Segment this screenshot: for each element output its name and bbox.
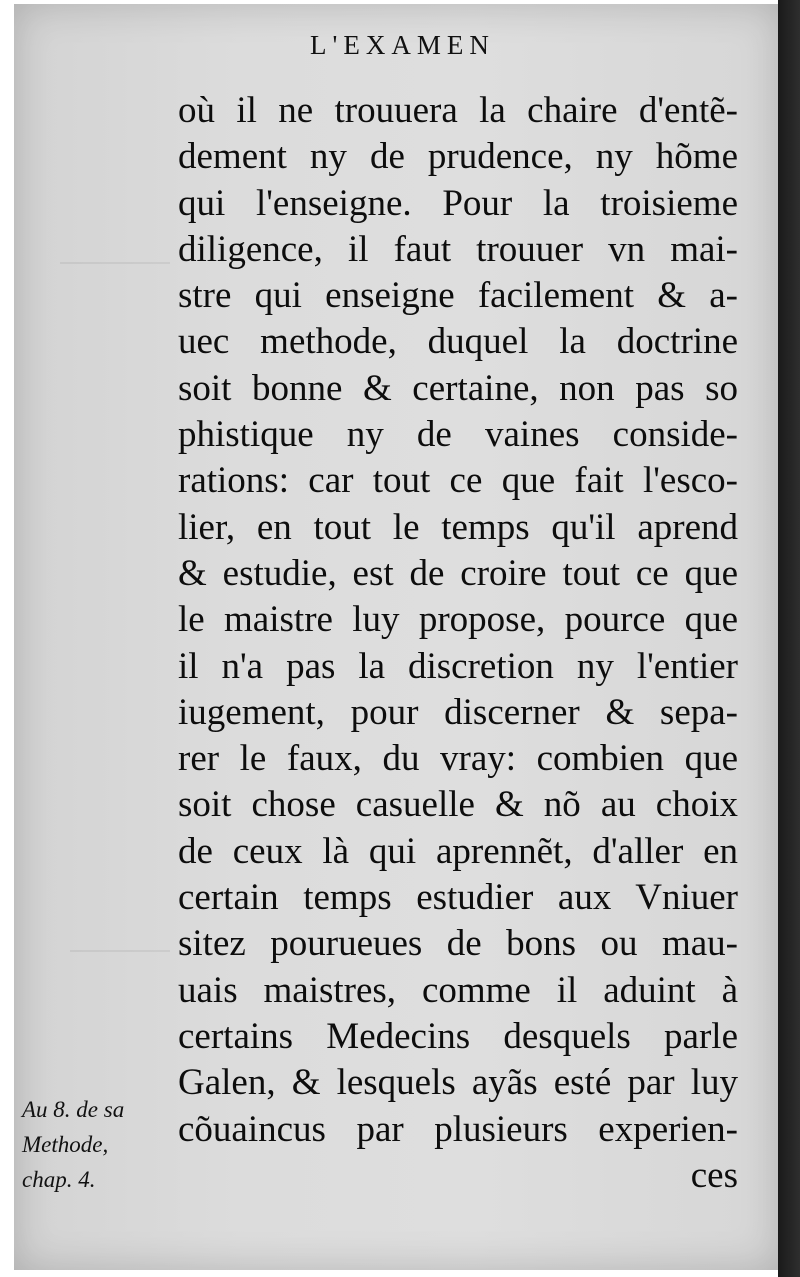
body-text — [178, 88, 738, 1199]
margin-note-line: Methode, — [22, 1132, 109, 1157]
margin-note-line: chap. 4. — [22, 1167, 96, 1192]
margin-note — [22, 1092, 172, 1197]
text-line: certains Medecins desquels parle — [178, 1015, 738, 1057]
text-line: il n'a pas la discretion ny l'entier — [178, 645, 738, 687]
margin-note-line: Au 8. de sa — [22, 1097, 125, 1122]
running-head: L'EXAMEN — [310, 30, 495, 60]
text-line: sitez pourueues de bons ou mau- — [178, 923, 738, 965]
text-line: certain temps estudier aux Vniuer — [178, 877, 738, 919]
text-line: phistique ny de vaines conside- — [178, 414, 738, 456]
page-edge-shadow — [778, 0, 800, 1277]
text-line: rer le faux, du vray: combien que — [178, 738, 738, 780]
bleed-through-mark — [70, 950, 170, 1062]
text-line: cõuaincus par plusieurs experien- — [178, 1108, 738, 1150]
text-line: rations: car tout ce que fait l'esco- — [178, 460, 738, 502]
text-line: lier, en tout le temps qu'il aprend — [178, 506, 738, 548]
text-line: dement ny de prudence, ny hõme — [178, 136, 738, 178]
text-line: uec methode, duquel la doctrine — [178, 321, 738, 363]
text-line: soit bonne & certaine, non pas so — [178, 367, 738, 409]
text-line: uais maistres, comme il aduint à — [178, 969, 738, 1011]
catchword: ces — [690, 1154, 738, 1196]
bleed-through-mark — [60, 262, 170, 334]
text-line: Galen, & lesquels ayãs esté par luy — [178, 1062, 738, 1104]
text-line: diligence, il faut trouuer vn mai- — [178, 228, 738, 270]
text-line: stre qui enseigne facilement & a- — [178, 275, 738, 317]
text-line: le maistre luy propose, pource que — [178, 599, 738, 641]
text-line: iugement, pour discerner & sepa- — [178, 691, 738, 733]
text-line: où il ne trouuera la chaire d'entẽ- — [178, 90, 738, 131]
text-line: qui l'enseigne. Pour la troisieme — [178, 182, 738, 224]
text-line: & estudie, est de croire tout ce que — [178, 552, 738, 594]
text-line: soit chose casuelle & nõ au choix — [178, 784, 738, 826]
text-line: de ceux là qui aprennẽt, d'aller en — [178, 830, 738, 872]
